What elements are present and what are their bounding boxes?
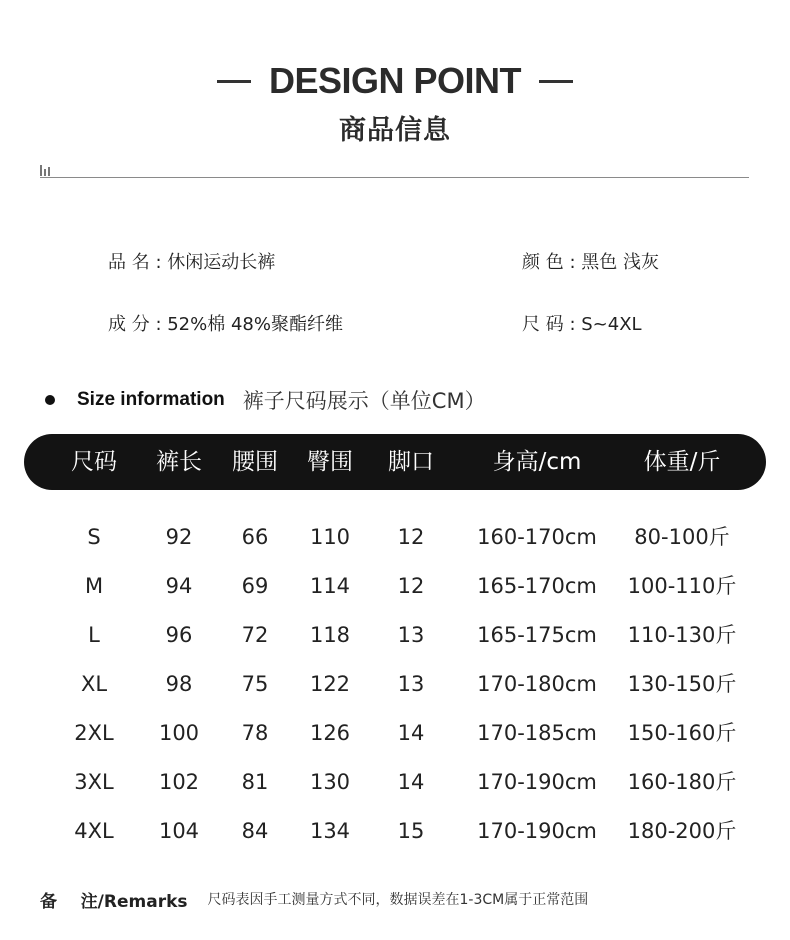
table-cell: 126 [309,721,351,745]
table-cell: 100-110斤 [627,574,737,598]
column-header: 臀围 [307,449,353,475]
table-cell: 134 [309,819,351,843]
bars-icon [40,163,52,176]
table-cell: 130 [309,770,351,794]
table-cell: 180-200斤 [627,819,737,843]
product-material [108,310,343,336]
table-cell: 78 [241,721,269,745]
table-cell: 165-170cm [477,574,597,598]
table-cell: 165-175cm [477,623,597,647]
table-cell: L [88,623,100,647]
product-color-value: 黑色 浅灰 [581,252,659,273]
table-cell: 160-170cm [477,525,597,549]
table-cell: 3XL [74,770,114,794]
remarks [40,886,588,912]
table-cell: 92 [165,525,193,549]
product-name [108,248,275,274]
table-cell: 12 [397,574,425,598]
table-cell: 96 [165,623,193,647]
table-cell: 14 [397,770,425,794]
table-cell: S [87,525,101,549]
divider [40,177,749,178]
column-header: 腰围 [232,449,278,475]
table-cell: 12 [397,525,425,549]
table-cell: 122 [309,672,351,696]
size-title-en: Size information [77,389,225,410]
size-section-heading [45,385,486,415]
column-header: 裤长 [156,449,202,475]
table-cell: 170-190cm [477,770,597,794]
column-header: 尺码 [71,449,117,475]
product-material-value: 52%棉 48%聚酯纤维 [167,314,343,335]
title-dash-right [539,80,573,83]
table-cell: 110 [309,525,351,549]
product-size-value: S~4XL [581,314,642,335]
table-cell: 80-100斤 [634,525,730,549]
table-cell: 170-180cm [477,672,597,696]
table-cell: 13 [397,623,425,647]
table-cell: 14 [397,721,425,745]
table-cell: 66 [241,525,269,549]
product-size-label: 尺 码 : [522,314,582,335]
column-header: 体重/斤 [643,449,721,475]
remarks-text: 尺码表因手工测量方式不同，数据误差在1-3CM属于正常范围 [207,892,589,908]
product-name-value: 休闲运动长裤 [167,252,276,273]
product-color [522,248,659,274]
table-cell: 13 [397,672,425,696]
page-title: DESIGN POINT [268,60,522,101]
table-cell: 110-130斤 [627,623,737,647]
table-cell: 75 [241,672,269,696]
table-cell: 118 [309,623,351,647]
bullet-dot-icon [45,395,55,405]
product-size [522,310,642,336]
table-cell: XL [80,672,108,696]
table-cell: 15 [397,819,425,843]
table-cell: 2XL [74,721,114,745]
table-cell: 102 [158,770,200,794]
column-header: 脚口 [388,449,434,475]
table-cell: 170-190cm [477,819,597,843]
product-name-label: 品 名 : [108,252,168,273]
table-cell: 4XL [74,819,114,843]
table-cell: 114 [309,574,351,598]
table-cell: 104 [158,819,200,843]
table-cell: 94 [165,574,193,598]
remarks-label: 备 注/Remarks [40,891,188,912]
title-row [0,58,790,104]
table-cell: 72 [241,623,269,647]
table-cell: 81 [241,770,269,794]
product-material-label: 成 分 : [108,314,168,335]
table-cell: M [84,574,104,598]
table-cell: 98 [165,672,193,696]
size-title-cn: 裤子尺码展示（单位CM） [242,389,486,413]
product-color-label: 颜 色 : [522,252,582,273]
table-cell: 170-185cm [477,721,597,745]
table-cell: 100 [158,721,200,745]
table-cell: 84 [241,819,269,843]
table-cell: 150-160斤 [627,721,737,745]
table-cell: 160-180斤 [627,770,737,794]
table-cell: 69 [241,574,269,598]
page-subtitle: 商品信息 [339,115,451,146]
title-dash-left [217,80,251,83]
table-cell: 130-150斤 [627,672,737,696]
column-header: 身高/cm [492,449,582,475]
